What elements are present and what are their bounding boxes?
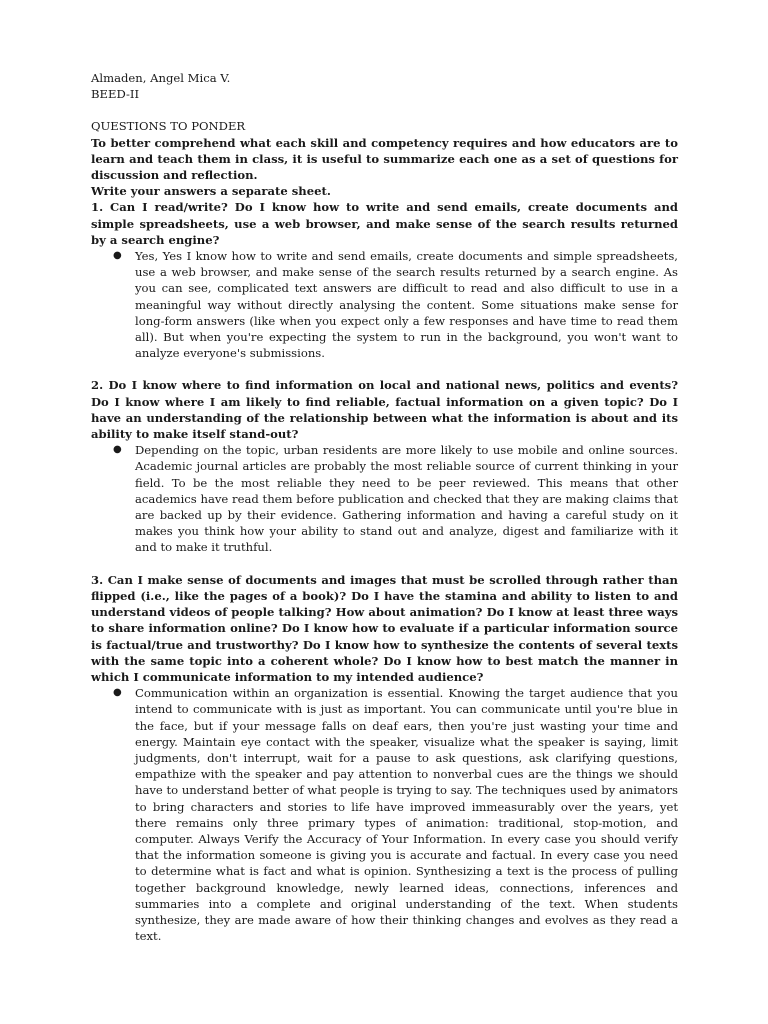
instruction-text: Write your answers a separate sheet. — [91, 184, 331, 199]
question-block-1 — [91, 199, 678, 361]
question-3: 3. Can I make sense of documents and images that must be scrolled through rather than flipped (i.e., like the pages of a book)? Do I have the stamina and ability to listen to and understand videos of people talking? How about animation? Do I know at least three ways to share information online? Do I know how to evaluate if a particular information source is factual/true and trustworthy? Do I know how to synthesize the contents of several texts with the same topic into a coherent whole? Do I know how to best match the manner in which I communicate information to my intended audience? — [91, 572, 678, 684]
bullet-icon: ● — [113, 250, 122, 262]
question-block-3 — [91, 572, 678, 945]
document-page — [91, 70, 678, 944]
bullet-icon: ● — [113, 444, 122, 456]
answer-2-text: Depending on the topic, urban residents are more likely to use mobile and online sources. Academic journal articles are probably the most reliable source of current thinking in your field. To be the most reliable they need to be peer reviewed. This means that other academics have read them before publication and checked that they are making claims that are backed up by their evidence. Gathering information and having a careful study on it makes you think how your ability to stand out and analyze, digest and familiarize with it and to make it truthful. — [135, 443, 678, 555]
bullet-icon: ● — [113, 687, 122, 699]
answer-list-2 — [91, 442, 678, 555]
spacer — [91, 361, 678, 377]
answer-1 — [91, 248, 678, 361]
answer-list-3 — [91, 685, 678, 944]
intro-text: To better comprehend what each skill and competency requires and how educators are to learn and teach them in class, it is useful to summarize each one as a set of questions for discussion and reflection. — [91, 135, 678, 183]
spacer — [91, 102, 678, 118]
answer-3 — [91, 685, 678, 944]
section-title: QUESTIONS TO PONDER — [91, 119, 246, 134]
spacer — [91, 556, 678, 572]
answer-2 — [91, 442, 678, 555]
course-label: BEED-II — [91, 87, 140, 102]
answer-1-text: Yes, Yes I know how to write and send emails, create documents and simple spreadsheets, use a web browser, and make sense of the search results returned by a search engine. As you can see, complicated text answers are difficult to read and also difficult to use in a meaningful way without directly analysing the content. Some situations make sense for long-form answers (like when you expect only a few responses and have time to read them all). But when you're expecting the system to run in the background, you won't want to analyze everyone's submissions. — [135, 249, 678, 361]
answer-list-1 — [91, 248, 678, 361]
author-name: Almaden, Angel Mica V. — [91, 71, 231, 85]
question-2: 2. Do I know where to find information on local and national news, politics and events? Do I know where I am likely to find reliable, factual information on a given topic? Do I have an understanding of the relationship between what the information is about and its ability to make itself stand-out? — [91, 378, 678, 442]
answer-3-text: Communication within an organization is essential. Knowing the target audience that you intend to communicate with is just as important. You can communicate until you're blue in the face, but if your message falls on deaf ears, then you're just wasting your time and energy. Maintain eye contact with the speaker, visualize what the speaker is saying, limit judgments, don't interrupt, wait for a pause to ask questions, ask clarifying questions, empathize with the speaker and pay attention to nonverbal cues are the things we should have to understand better of what people is trying to say. The techniques used by animators to bring characters and stories to life have improved immeasurably over the years, yet there remains only three primary types of animation: traditional, stop-motion, and computer. Always Verify the Accuracy of Your Information. In every case you should verify that the information someone is giving you is accurate and factual. In every case you need to determine what is fact and what is opinion. Synthesizing a text is the process of pulling together background knowledge, newly learned ideas, connections, inferences and summaries into a complete and original understanding of the text. When students synthesize, they are made aware of how their thinking changes and evolves as they read a text. — [135, 686, 678, 944]
question-block-2 — [91, 377, 678, 555]
question-1: 1. Can I read/write? Do I know how to write and send emails, create documents and simple spreadsheets, use a web browser, and make sense of the search results returned by a search engine? — [91, 200, 678, 247]
